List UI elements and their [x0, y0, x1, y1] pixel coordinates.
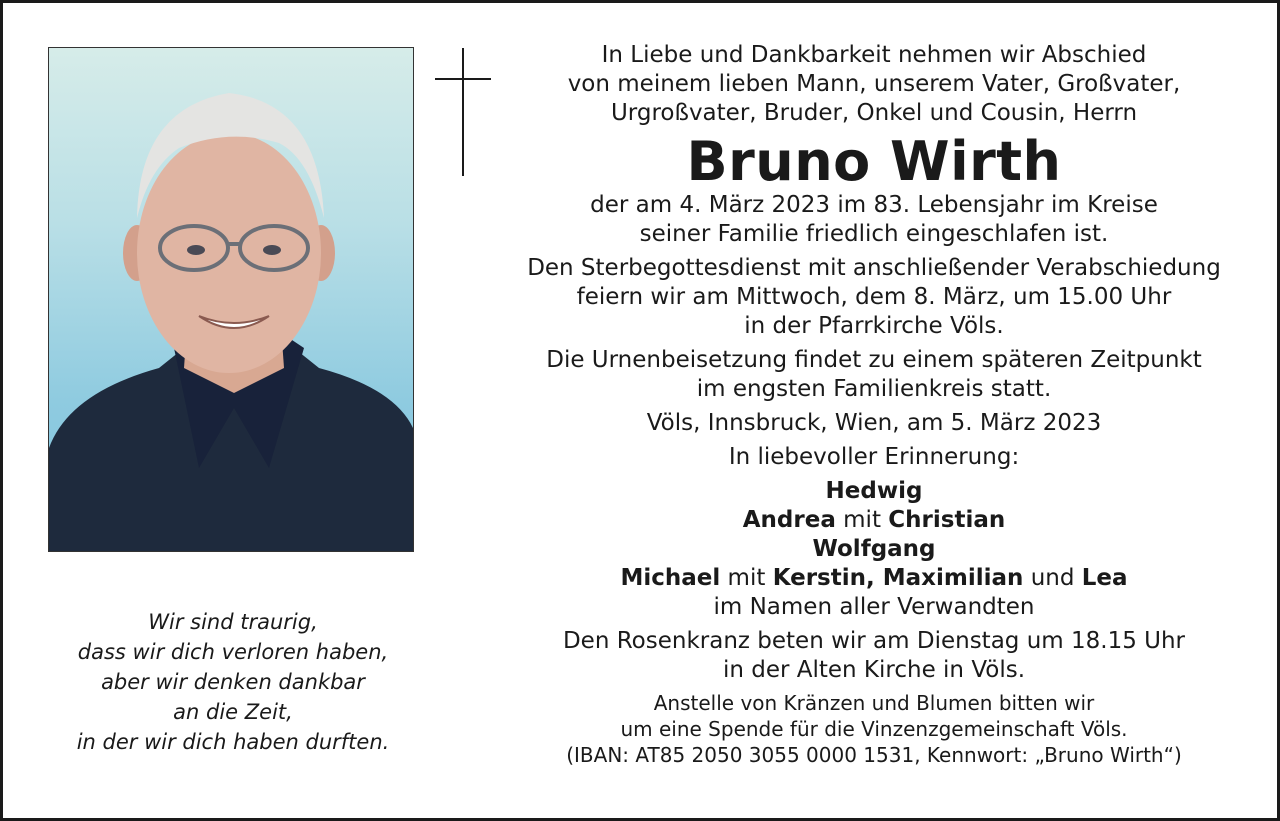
service-line: in der Pfarrkirche Völs.	[744, 313, 1004, 339]
connector-word: mit	[843, 507, 881, 533]
family-member: Andrea	[742, 507, 836, 533]
poem-line: dass wir dich verloren haben,	[77, 640, 389, 664]
family-member: Michael	[620, 565, 721, 591]
service-line: Den Sterbegottesdienst mit anschließender Verabschiedung	[527, 255, 1221, 281]
family-member: Kerstin, Maximilian	[772, 565, 1024, 591]
poem-line: Wir sind traurig,	[148, 610, 318, 634]
family-member: Christian	[888, 507, 1006, 533]
relatives-line: im Namen aller Verwandten	[713, 594, 1035, 620]
memory-heading: In liebevoller Erinnerung:	[728, 444, 1020, 470]
poem	[43, 607, 423, 757]
portrait-illustration	[49, 48, 413, 551]
poem-line: an die Zeit,	[173, 700, 293, 724]
poem-line: in der wir dich haben durften.	[76, 730, 390, 754]
obituary-text	[503, 41, 1245, 768]
intro-line: von meinem lieben Mann, unserem Vater, Großvater,	[567, 71, 1181, 97]
poem-line: aber wir denken dankbar	[101, 670, 365, 694]
donation-line: (IBAN: AT85 2050 3055 0000 1531, Kennwort: „Bruno Wirth“)	[566, 743, 1182, 767]
family-line	[503, 535, 1245, 564]
donation-line: um eine Spende für die Vinzenzgemeinschaft Völs.	[620, 717, 1128, 741]
deceased-name: Bruno Wirth	[686, 130, 1062, 193]
intro-line: In Liebe und Dankbarkeit nehmen wir Abschied	[601, 42, 1147, 68]
family-member: Hedwig	[825, 478, 923, 504]
rosary-line: in der Alten Kirche in Völs.	[722, 657, 1026, 683]
burial-line: im engsten Familienkreis statt.	[696, 376, 1052, 402]
donation-line: Anstelle von Kränzen und Blumen bitten wir	[653, 691, 1095, 715]
family-member: Wolfgang	[812, 536, 936, 562]
portrait-photo	[48, 47, 414, 552]
place-date: Völs, Innsbruck, Wien, am 5. März 2023	[646, 410, 1102, 436]
connector-word: und	[1030, 565, 1075, 591]
family-line	[503, 477, 1245, 506]
cross-icon	[435, 48, 493, 178]
death-line: der am 4. März 2023 im 83. Lebensjahr im Kreise	[590, 192, 1158, 218]
rosary-line: Den Rosenkranz beten wir am Dienstag um 18.15 Uhr	[562, 628, 1186, 654]
death-line: seiner Familie friedlich eingeschlafen ist.	[639, 221, 1109, 247]
service-line: feiern wir am Mittwoch, dem 8. März, um 15.00 Uhr	[576, 284, 1172, 310]
connector-word: mit	[727, 565, 766, 591]
family-member: Lea	[1081, 565, 1128, 591]
intro-line: Urgroßvater, Bruder, Onkel und Cousin, Herrn	[610, 100, 1138, 126]
family-line	[503, 564, 1245, 593]
family-line	[503, 506, 1245, 535]
burial-line: Die Urnenbeisetzung findet zu einem späteren Zeitpunkt	[546, 347, 1202, 373]
